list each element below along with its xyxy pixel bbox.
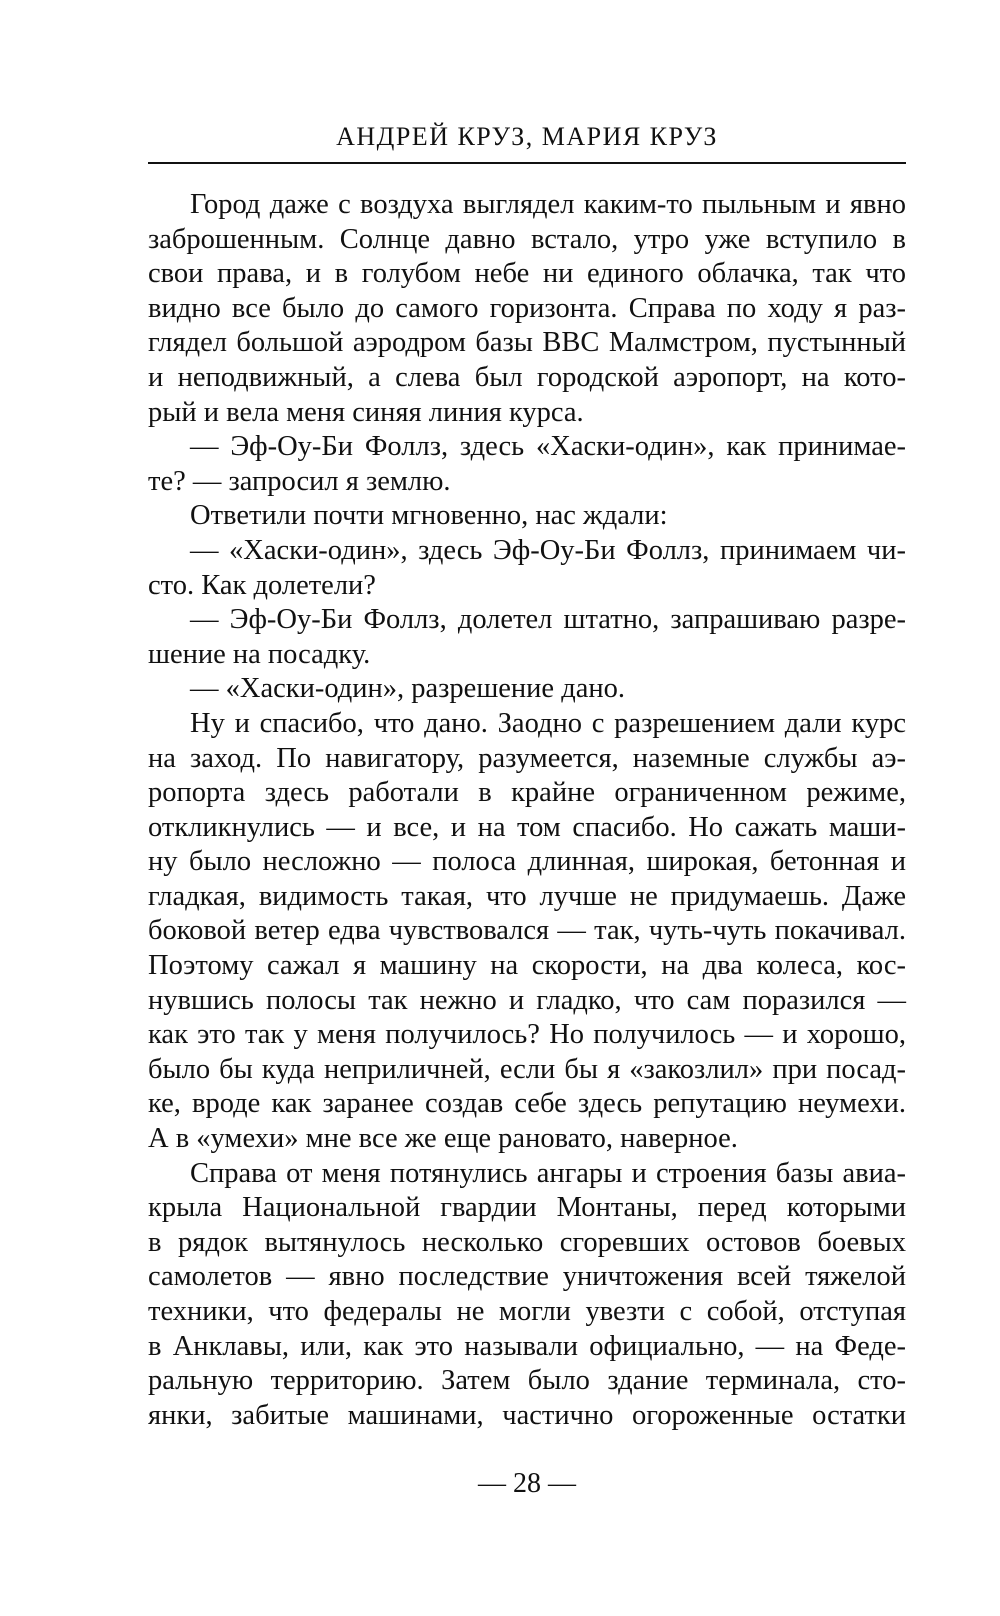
text-line: Ну и спасибо, что дано. Заодно с разрешением дали курс	[190, 707, 906, 739]
text-line: Ответили почти мгновенно, нас ждали:	[190, 500, 668, 532]
text-line: свои права, и в голубом небе ни единого облачка, так что	[148, 258, 906, 290]
text-line: техники, что федералы не могли увезти с собой, отступая	[148, 1296, 906, 1327]
text-line: — «Хаски-один», здесь Эф-Оу-Би Фоллз, принимаем чи-	[190, 534, 906, 566]
text-line: ропорта здесь работали в крайне ограниченном режиме,	[148, 777, 906, 809]
text-line: — «Хаски-один», разрешение дано.	[190, 673, 625, 705]
text-line: крыла Национальной гвардии Монтаны, перед которыми	[148, 1192, 906, 1224]
text-line: в рядок вытянулось несколько сгоревших остовов боевых	[148, 1226, 906, 1258]
page-number: — 28 —	[478, 1468, 576, 1499]
text-line: откликнулись — и все, и на том спасибо. Но сажать маши-	[148, 811, 906, 843]
running-head: АНДРЕЙ КРУЗ, МАРИЯ КРУЗ	[336, 122, 718, 151]
text-line: заброшенным. Солнце давно встало, утро уже вступило в	[148, 223, 906, 255]
text-line: было бы куда неприличней, если бы я «закозлил» при посад-	[148, 1053, 906, 1085]
text-line: боковой ветер едва чувствовался — так, чуть-чуть покачивал.	[148, 915, 906, 947]
text-line: сто. Как долетели?	[148, 569, 376, 601]
text-line: Город даже с воздуха выглядел каким-то пыльным и явно	[190, 189, 906, 220]
body-text	[148, 188, 906, 1433]
text-line: ке, вроде как заранее создав себе здесь репутацию неумехи.	[148, 1088, 906, 1120]
text-line: Справа от меня потянулись ангары и строения базы авиа-	[190, 1157, 906, 1189]
text-line: ну было несложно — полоса длинная, широкая, бетонная и	[148, 846, 906, 878]
header-rule	[148, 162, 906, 164]
text-line: А в «умехи» мне все же еще рановато, наверное.	[148, 1123, 738, 1155]
text-line: янки, забитые машинами, частично огороженные остатки	[148, 1399, 906, 1431]
text-line: нувшись полосы так нежно и гладко, что сам поразился —	[148, 984, 906, 1016]
text-line: и неподвижный, а слева был городской аэропорт, на кото-	[148, 361, 906, 393]
text-line: самолетов — явно последствие уничтожения всей тяжелой	[148, 1261, 906, 1293]
text-line: те? — запросил я землю.	[148, 465, 451, 497]
text-line: ральную территорию. Затем было здание терминала, сто-	[148, 1365, 906, 1397]
text-line: глядел большой аэродром базы ВВС Малмстром, пустынный	[148, 327, 906, 359]
text-line: как это так у меня получилось? Но получилось — и хорошо,	[148, 1019, 906, 1051]
text-line: Поэтому сажал я машину на скорости, на два колеса, кос-	[148, 950, 906, 982]
text-line: рый и вела меня синяя линия курса.	[148, 396, 584, 428]
text-line: в Анклавы, или, как это называли официально, — на Феде-	[148, 1330, 906, 1362]
text-line: — Эф-Оу-Би Фоллз, долетел штатно, запрашиваю разре-	[190, 604, 906, 636]
text-line: — Эф-Оу-Би Фоллз, здесь «Хаски-один», как принимае-	[190, 431, 906, 463]
text-line: шение на посадку.	[148, 638, 371, 670]
text-line: гладкая, видимость такая, что лучше не придумаешь. Даже	[148, 880, 906, 912]
text-line: видно все было до самого горизонта. Справа по ходу я раз-	[148, 292, 906, 324]
text-line: на заход. По навигатору, разумеется, наземные службы аэ-	[148, 742, 906, 774]
